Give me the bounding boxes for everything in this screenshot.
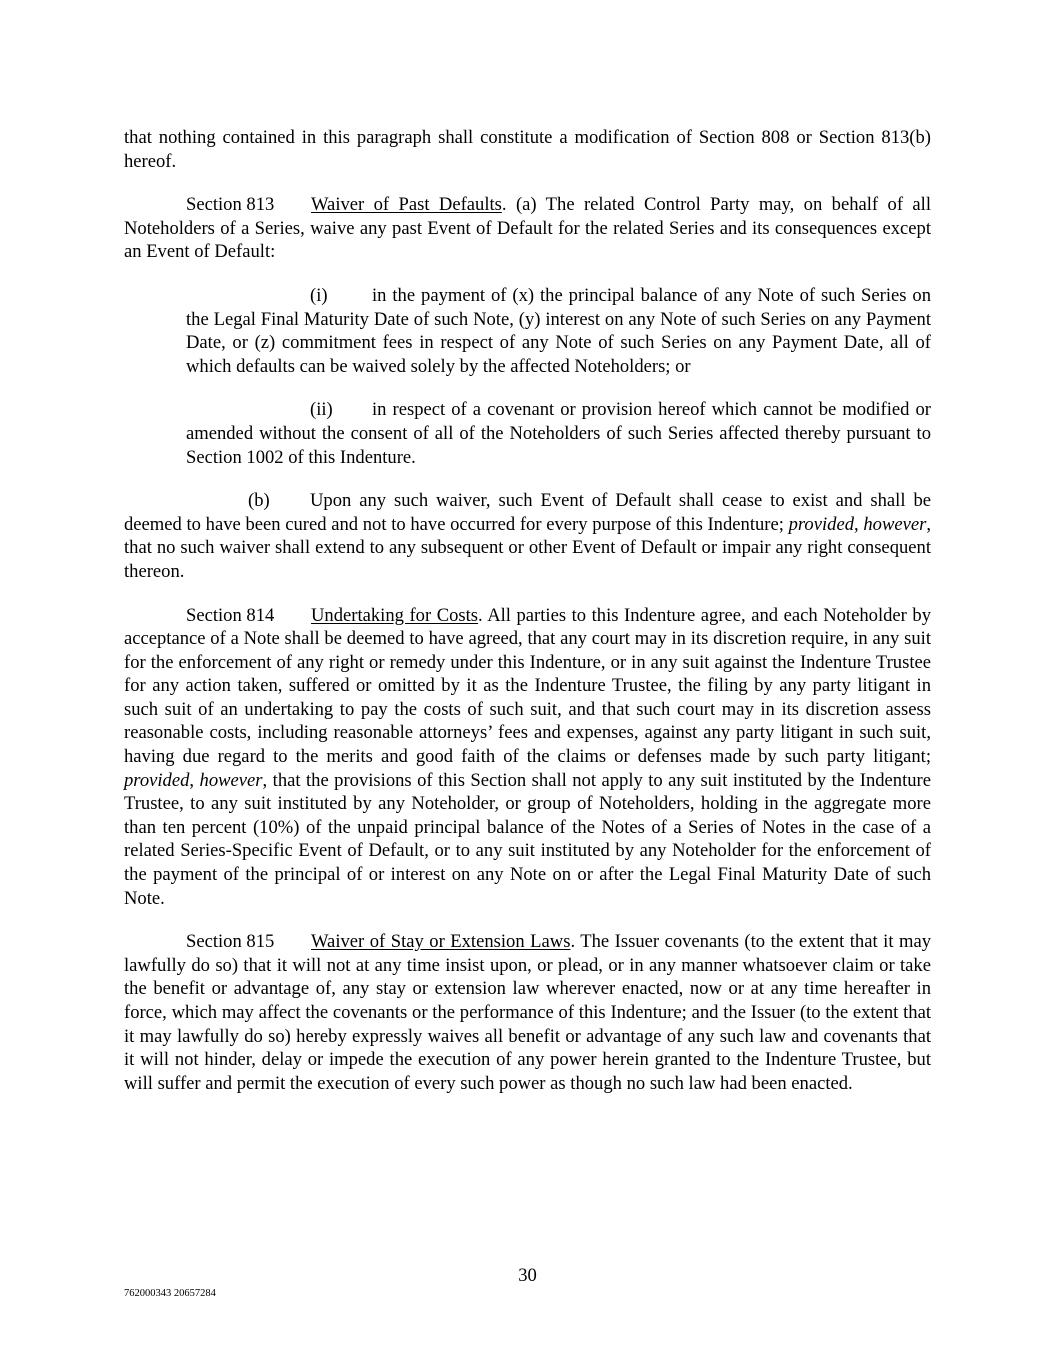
clause-i-marker: (i) — [310, 284, 328, 306]
section-815-number: Section 815 — [186, 931, 275, 953]
clause-b-marker: (b) — [248, 490, 270, 512]
section-813-intro: . (a) The related Control Party may, on behalf of all Noteholders of a Series, waive any past Event of Default for the related Series and its consequences except an Event of Default: — [124, 194, 932, 263]
section-813-paragraph — [124, 193, 931, 264]
clause-ii-text: in respect of a covenant or provision hereof which cannot be modified or amended without the consent of all of the Noteholders of such Series affected thereby pursuant to Section 1002 of this Indenture. — [186, 399, 931, 468]
document-body — [124, 126, 931, 1115]
section-814-heading: Undertaking for Costs — [311, 604, 479, 626]
section-815-heading: Waiver of Stay or Extension Laws — [311, 931, 571, 953]
section-813-heading: Waiver of Past Defaults — [311, 194, 502, 216]
clause-i-text: in the payment of (x) the principal balance of any Note of such Series on the Legal Final Maturity Date of such Note, (y) interest on any Note of such Series on any Payment Date, or (z) commitment fees in respect of any Note of such Series on any Payment Date, all of which defaults can be waived solely by the affected Noteholders; or — [186, 284, 931, 377]
continuation-paragraph: that nothing contained in this paragraph shall constitute a modification of Section 808 or Section 813(b) hereof. — [124, 127, 931, 172]
section-813-clause-ii — [186, 398, 931, 469]
section-813-clause-i — [186, 284, 931, 378]
clause-ii-marker: (ii) — [310, 399, 333, 421]
document-id: 762000343 20657284 — [124, 1288, 216, 1299]
section-813-number: Section 813 — [186, 194, 275, 216]
section-814-number: Section 814 — [186, 604, 275, 626]
section-815-paragraph: Section 815 Waiver of Stay or Extension Laws. The Issuer covenants (to the extent that it may lawfully do so) that it will not at any time insist upon, or plead, or in any manner whatsoever claim or take the benefit or advantage of, any stay or extension law wherever enacted, now or at any time hereafter in force, which may affect the covenants or the performance of this Indenture; and the Issuer (to the extent that it may lawfully do so) hereby expressly waives all benefit or advantage of any such law and covenants that it will not hinder, delay or impede the execution of any power herein granted to the Indenture Trustee, but will suffer and permit the execution of every such power as though no such law had been enacted. — [124, 931, 931, 1094]
section-813-clause-b: (b) Upon any such waiver, such Event of Default shall cease to exist and shall be deemed to have been cured and not to have occurred for every purpose of this Indenture; provided, however, that no such waiver shall extend to any subsequent or other Event of Default or impair any right consequent thereon. — [124, 490, 931, 582]
page-number: 30 — [518, 1265, 537, 1286]
section-814-paragraph: Section 814 Undertaking for Costs. All parties to this Indenture agree, and each Noteholder by acceptance of a Note shall be deemed to have agreed, that any court may in its discretion require, in any suit for the enforcement of any right or remedy under this Indenture, or in any suit against the Indenture Trustee for any action taken, suffered or omitted by it as the Indenture Trustee, the filing by any party litigant in such suit of an undertaking to pay the costs of such suit, and that such court may in its discretion assess reasonable costs, including reasonable attorneys’ fees and expenses, against any party litigant in such suit, having due regard to the merits and good faith of the claims or defenses made by such party litigant; provided, however, that the provisions of this Section shall not apply to any suit instituted by the Indenture Trustee, to any suit instituted by any Noteholder, or group of Noteholders, holding in the aggregate more than ten percent (10%) of the unpaid principal balance of the Notes of a Series of Notes in the case of a related Series-Specific Event of Default, or to any suit instituted by any Noteholder for the enforcement of the payment of the principal of or interest on any Note on or after the Legal Final Maturity Date of such Note. — [124, 604, 931, 909]
